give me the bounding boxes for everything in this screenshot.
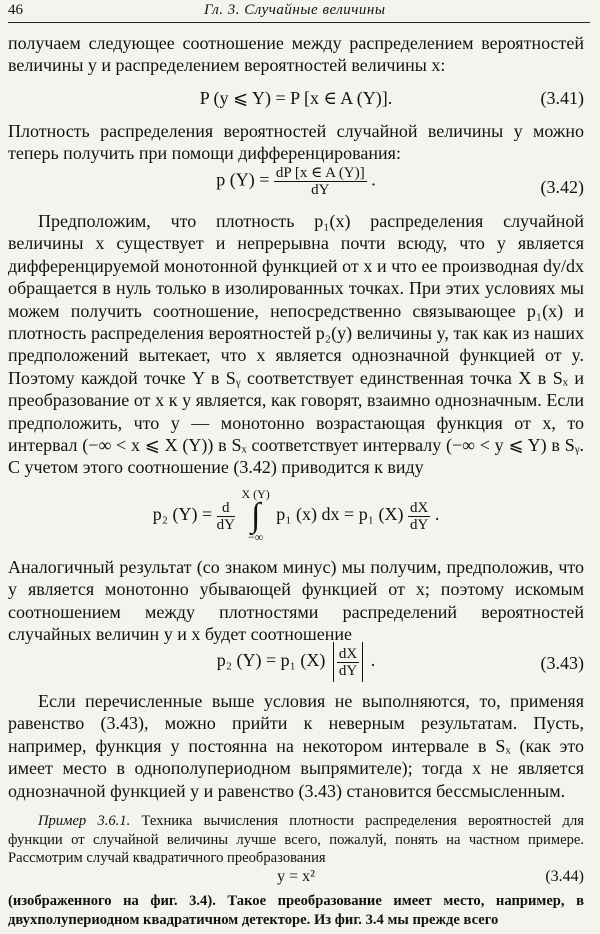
equation-number: (3.42): [540, 177, 584, 197]
equation-tail: .: [370, 650, 376, 671]
equation-3-43: [8, 642, 584, 686]
fraction: $\frac{dX}{dY}$: [338, 645, 358, 679]
paragraph-4: Аналогичный результат (со знаком минус) мы получим, предположив, что y является монотонно убывающей функцией от x; поэтому искомым соотношением между плотностями распределений вероятностей случайных величин y и x будет соотношение: [8, 557, 584, 645]
paragraph-6: (изображенного на фиг. 3.4). Такое преобразование имеет место, например, в двухполупериодном квадратичном детекторе. Из фиг. 3.4 мы прежде всего: [8, 893, 584, 928]
derivative-operator: $\frac{d}{dY}$: [216, 499, 235, 533]
page-number: 46: [8, 2, 23, 18]
equation-body: P (y ⩽ Y) = P [x ∈ A (Y)].: [199, 88, 393, 108]
integral-sign: X (Y) ∫ −∞: [241, 487, 270, 544]
paragraph-5: Если перечисленные выше условия не выполняются, то, применяя равенство (3.43), можно прийти к неверным результатам. Пусть, например, функция y постоянна на некотором интервале в Sₓ (как это имеет место в однополупериодном выпрямителе); тогда x не является однозначной функцией y и равенство (3.43) становится бессмысленным.: [8, 691, 584, 801]
paragraph-3: Предположим, что плотность p₁(x) распределения случайной величины x существует и непрерывна почти всюду, что y является дифференцируемой монотонной функцией от x и что ее производная dy/dx обращается в нуль только в изолированных точках. При этих условиях мы можем получить соотношение, непосредственно связывающее p₁(x) и плотность распределения вероятностей p₂(y) величины y, так как из наших предположений вытекает, что x является однозначной функцией от y. Поэтому каждой точке Y в Sᵧ соответствует единственная точка X в Sₓ и преобразование от x к y является, как говорят, взаимно однозначным. Если предположить, что y — монотонно возрастающая функция от x, то интервал (−∞ < x ⩽ X (Y)) в Sₓ соответствует интервалу (−∞ < y ⩽ Y) в Sᵧ. С учетом этого соотношение (3.42) приводится к виду: [8, 211, 584, 478]
equation-number: (3.43): [540, 653, 584, 673]
equation-3-42: [8, 165, 584, 209]
fraction-numerator: dP [x ∈ A (Y)]: [275, 165, 365, 181]
lower-limit: −∞: [247, 530, 264, 544]
fraction: $\frac{dX}{dY}$: [409, 499, 429, 533]
example-label: Пример 3.6.1.: [38, 813, 131, 829]
example-paragraph: [8, 812, 584, 868]
equation-lhs: p₂ (Y) =: [152, 504, 213, 525]
equation-integral: [8, 488, 584, 546]
fraction: [274, 165, 367, 198]
paragraph-1: получаем следующее соотношение между распределением вероятностей величины y и распределением вероятностей величины x:: [8, 33, 584, 76]
equation-lhs: p₂ (Y) = p₁ (X): [216, 650, 326, 671]
chapter-title: Гл. 3. Случайные величины: [204, 2, 386, 18]
equation-lhs: p (Y) =: [216, 169, 270, 190]
equation-number: (3.44): [545, 868, 584, 885]
equation-body: y = x²: [277, 868, 315, 885]
equation-tail: .: [434, 504, 440, 525]
example-text: Техника вычисления плотности распределения вероятностей для функции от случайной величины лучше всего, пожалуй, понять на частном примере. Рассмотрим случай квадратичного преобразования: [8, 813, 584, 867]
upper-limit: X (Y): [241, 487, 270, 501]
equation-3-44: [8, 868, 584, 890]
equation-3-41: [8, 88, 584, 112]
integrand: p₁ (x) dx = p₁ (X): [276, 504, 404, 525]
paragraph-2: Плотность распределения вероятностей случайной величины y можно теперь получить при помощи дифференцирования:: [8, 121, 584, 164]
fraction-denominator: dY: [311, 182, 330, 198]
equation-number: (3.41): [540, 88, 584, 108]
abs-bar-left: [333, 642, 334, 682]
abs-bar-right: [362, 642, 363, 682]
running-header: [8, 0, 590, 23]
equation-tail: .: [371, 169, 376, 190]
